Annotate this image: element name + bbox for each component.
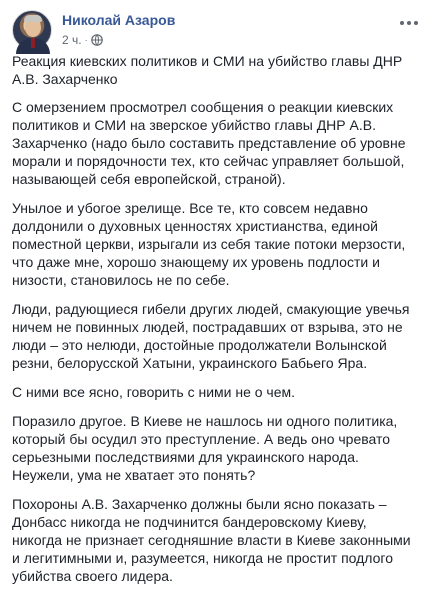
post-paragraph: Люди, радующиеся гибели других людей, смакующие увечья ничем не повинных людей, пострадавших от взрыва, это не люди – это нелюди, достойные продолжатели Волынской резни, белорусской Хатыни, украинского Бабьего Яра. bbox=[12, 301, 410, 371]
more-options-icon[interactable] bbox=[398, 14, 420, 32]
post-paragraph: С ними все ясно, говорить с ними не о чем. bbox=[12, 384, 296, 400]
post-headline: Реакция киевских политиков и СМИ на убийство главы ДНР А.В. Захарченко bbox=[12, 53, 403, 87]
post-paragraph: Поразило другое. В Киеве не нашлось ни одного политика, который бы осудил это преступление. А ведь оно чревато серьезными последствиями для украинского народа. Неужели, ума не хватает это понять? bbox=[12, 413, 398, 483]
post-header bbox=[12, 10, 420, 54]
post-body bbox=[12, 52, 420, 596]
post-paragraph: С омерзением просмотрел сообщения о реакции киевских политиков и СМИ на зверское убийство главы ДНР А.В. Захарченко (надо было составить представление об уровне морали и порядочности тех, кто сейчас управляет большой, называющей себя европейской, страной). bbox=[12, 99, 406, 187]
meta-separator: · bbox=[84, 35, 88, 45]
avatar-tie bbox=[31, 38, 35, 48]
post-paragraph: Похороны А.В. Захарченко должны были ясно показать – Донбасс никогда не подчинится бандеровскому Киеву, никогда не признает сегодняшние власти в Киеве законными и легитимными и, разумеется, никогда не простит подлого убийства своего лидера. bbox=[12, 496, 411, 584]
avatar[interactable] bbox=[12, 10, 52, 50]
globe-icon[interactable] bbox=[91, 34, 103, 46]
avatar-hair bbox=[24, 15, 42, 22]
post-timestamp[interactable]: 2 ч. bbox=[62, 33, 82, 47]
author-name[interactable]: Николай Азаров bbox=[62, 12, 176, 28]
post-meta bbox=[62, 32, 103, 48]
post-paragraph: Унылое и убогое зрелище. Все те, кто совсем недавно долдонили о духовных ценностях христианства, единой поместной церкви, изрыгали из себя такие потоки мерзости, что даже мне, хорошо знающему их уровень подлости и низости, становилось не по себе. bbox=[12, 200, 406, 288]
